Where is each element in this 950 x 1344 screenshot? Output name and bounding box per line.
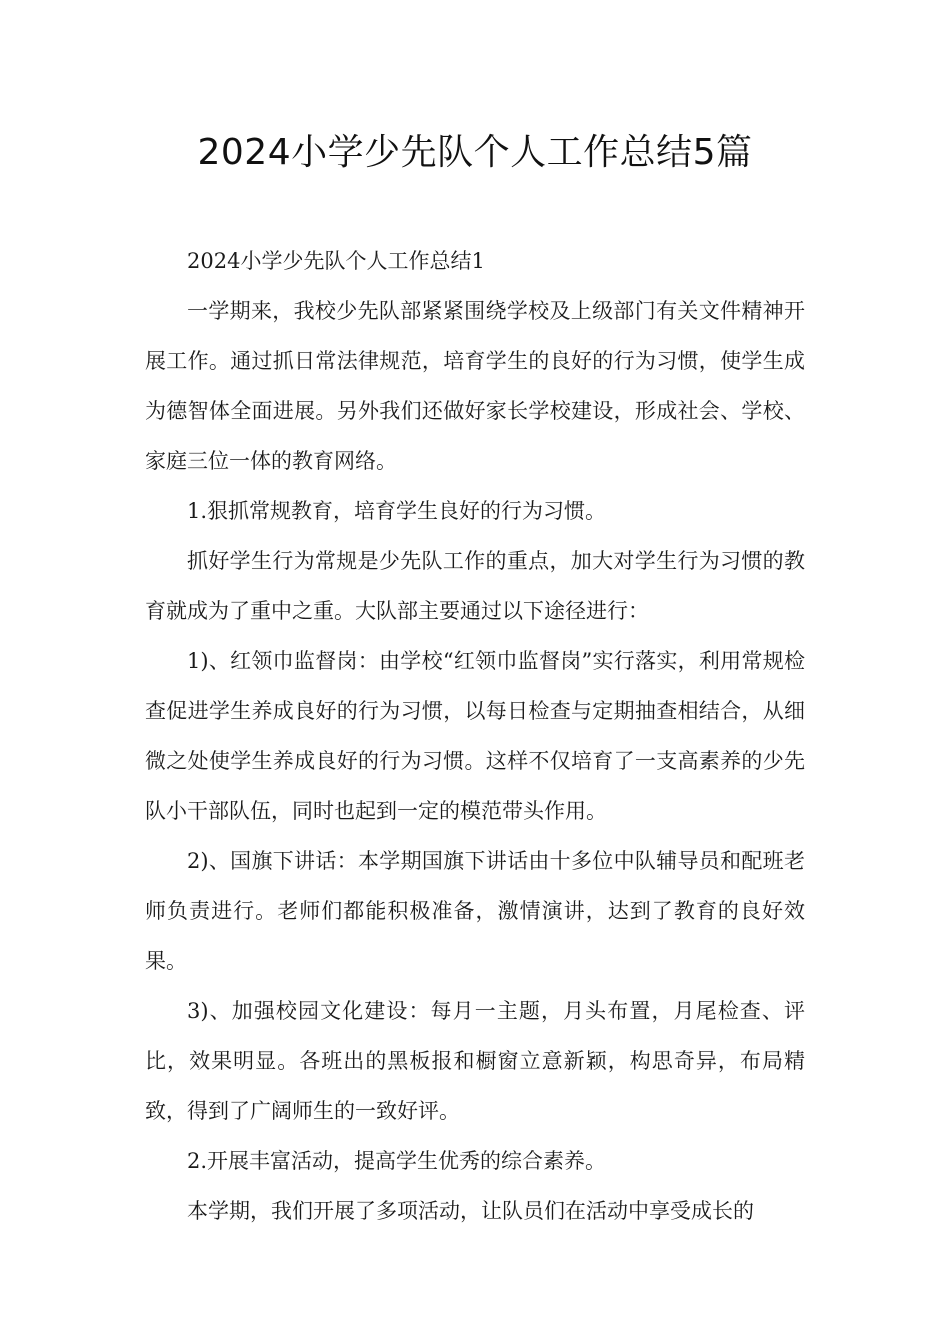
paragraph-item-2: 2)、国旗下讲话：本学期国旗下讲话由十多位中队辅导员和配班老师负责进行。老师们都能积极准备，激情演讲，达到了教育的良好效果。 (145, 849, 805, 973)
point-heading-2: 2.开展丰富活动，提高学生优秀的综合素养。 (187, 1149, 607, 1173)
section-heading-1: 2024小学少先队个人工作总结1 (187, 249, 485, 273)
document-body (145, 236, 805, 1236)
paragraph-activities: 本学期，我们开展了多项活动，让队员们在活动中享受成长的 (187, 1199, 754, 1223)
paragraph-item-3: 3)、加强校园文化建设：每月一主题，月头布置，月尾检查、评比，效果明显。各班出的黑板报和橱窗立意新颖，构思奇异，布局精致，得到了广阔师生的一致好评。 (145, 999, 805, 1123)
point-heading-1: 1.狠抓常规教育，培育学生良好的行为习惯。 (187, 499, 607, 523)
document-title: 2024小学少先队个人工作总结5篇 (197, 132, 753, 173)
paragraph-intro: 一学期来，我校少先队部紧紧围绕学校及上级部门有关文件精神开展工作。通过抓日常法律规范，培育学生的良好的行为习惯，使学生成为德智体全面进展。另外我们还做好家长学校建设，形成社会、学校、家庭三位一体的教育网络。 (145, 299, 805, 473)
paragraph-item-1: 1)、红领巾监督岗：由学校“红领巾监督岗”实行落实，利用常规检查促进学生养成良好的行为习惯，以每日检查与定期抽查相结合，从细微之处使学生养成良好的行为习惯。这样不仅培育了一支高素养的少先队小干部队伍，同时也起到一定的模范带头作用。 (145, 649, 805, 823)
paragraph-routine: 抓好学生行为常规是少先队工作的重点，加大对学生行为习惯的教育就成为了重中之重。大队部主要通过以下途径进行： (145, 549, 805, 623)
